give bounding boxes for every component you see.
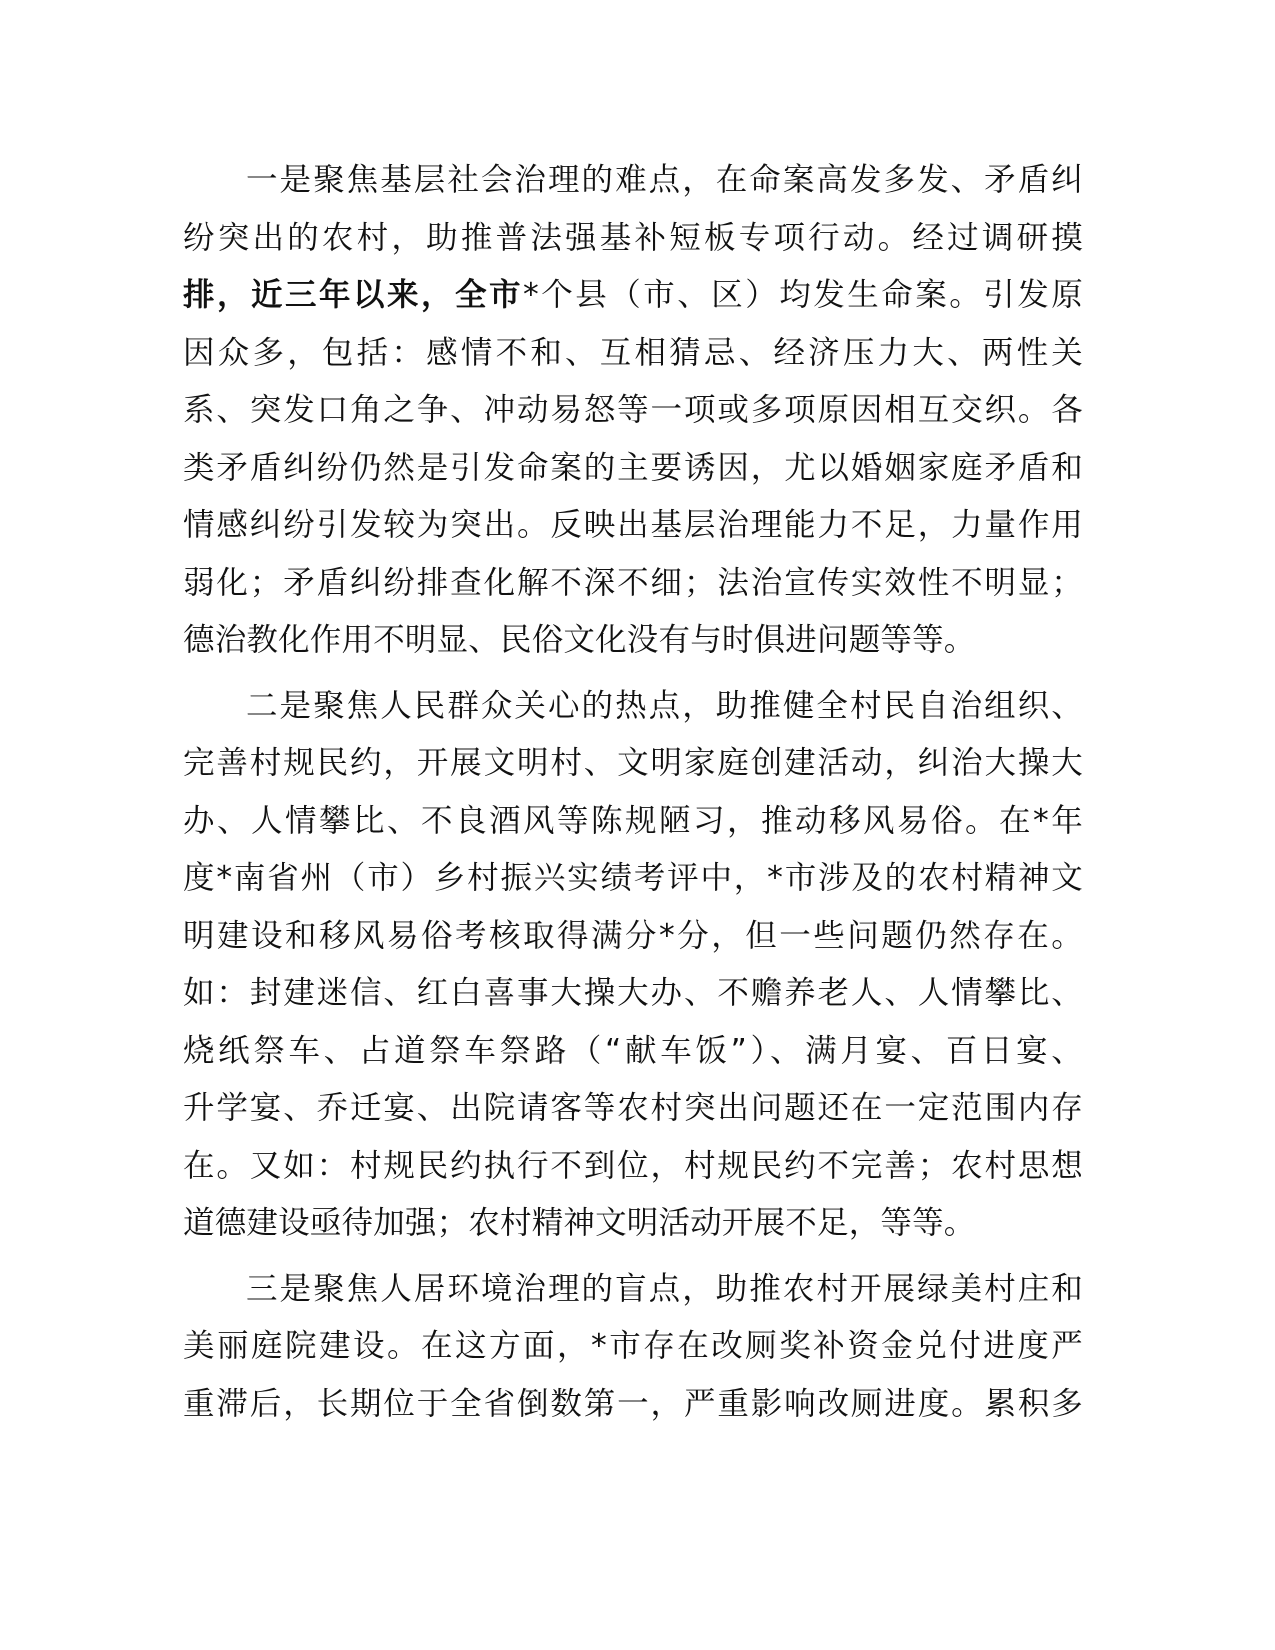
text-segment: *个县（市、区）均发生命案。引发原 bbox=[523, 277, 1083, 313]
text-line: 纷突出的农村，助推普法强基补短板专项行动。经过调研摸 bbox=[183, 219, 1083, 256]
text-line: 美丽庭院建设。在这方面，*市存在改厕奖补资金兑付进度严 bbox=[183, 1328, 1083, 1364]
text-line: 如：封建迷信、红白喜事大操大办、不赡养老人、人情攀比、 bbox=[183, 975, 1083, 1011]
text-line: 类矛盾纠纷仍然是引发命案的主要诱因，尤以婚姻家庭矛盾和 bbox=[183, 449, 1083, 486]
paragraph-2 bbox=[183, 678, 1083, 1253]
text-line: 因众多，包括：感情不和、互相猜忌、经济压力大、两性关 bbox=[183, 334, 1083, 371]
text-line: 系、突发口角之争、冲动易怒等一项或多项原因相互交织。各 bbox=[183, 392, 1083, 428]
text-line: 度*南省州（市）乡村振兴实绩考评中，*市涉及的农村精神文 bbox=[183, 860, 1083, 896]
text-line: 情感纠纷引发较为突出。反映出基层治理能力不足，力量作用 bbox=[183, 507, 1083, 543]
bold-text: 排，近三年以来，全市 bbox=[183, 277, 524, 313]
text-line: 升学宴、乔迁宴、出院请客等农村突出问题还在一定范围内存 bbox=[183, 1090, 1083, 1126]
document-body bbox=[183, 152, 1083, 1441]
text-line: 重滞后，长期位于全省倒数第一，严重影响改厕进度。累积多 bbox=[183, 1385, 1083, 1422]
text-line: 在。又如：村规民约执行不到位，村规民约不完善；农村思想 bbox=[183, 1147, 1083, 1184]
text-line: 三是聚焦人居环境治理的盲点，助推农村开展绿美村庄和 bbox=[246, 1270, 1083, 1307]
text-line: 弱化；矛盾纠纷排查化解不深不细；法治宣传实效性不明显； bbox=[183, 564, 1083, 601]
paragraph-3 bbox=[183, 1261, 1083, 1434]
text-line: 烧纸祭车、占道祭车祭路（“献车饭”）、满月宴、百日宴、 bbox=[183, 1032, 1083, 1069]
text-line: 完善村规民约，开展文明村、文明家庭创建活动，纠治大操大 bbox=[183, 745, 1083, 781]
text-line: 德治教化作用不明显、民俗文化没有与时俱进问题等等。 bbox=[183, 622, 976, 658]
text-line: 办、人情攀比、不良酒风等陈规陋习，推动移风易俗。在*年 bbox=[183, 802, 1083, 839]
text-line: 二是聚焦人民群众关心的热点，助推健全村民自治组织、 bbox=[246, 687, 1083, 724]
text-line: 道德建设亟待加强；农村精神文明活动开展不足，等等。 bbox=[183, 1205, 976, 1241]
paragraph-1 bbox=[183, 152, 1083, 670]
text-line bbox=[183, 267, 1083, 325]
text-line: 一是聚焦基层社会治理的难点，在命案高发多发、矛盾纠 bbox=[246, 162, 1083, 198]
text-line: 明建设和移风易俗考核取得满分*分，但一些问题仍然存在。 bbox=[183, 917, 1083, 954]
